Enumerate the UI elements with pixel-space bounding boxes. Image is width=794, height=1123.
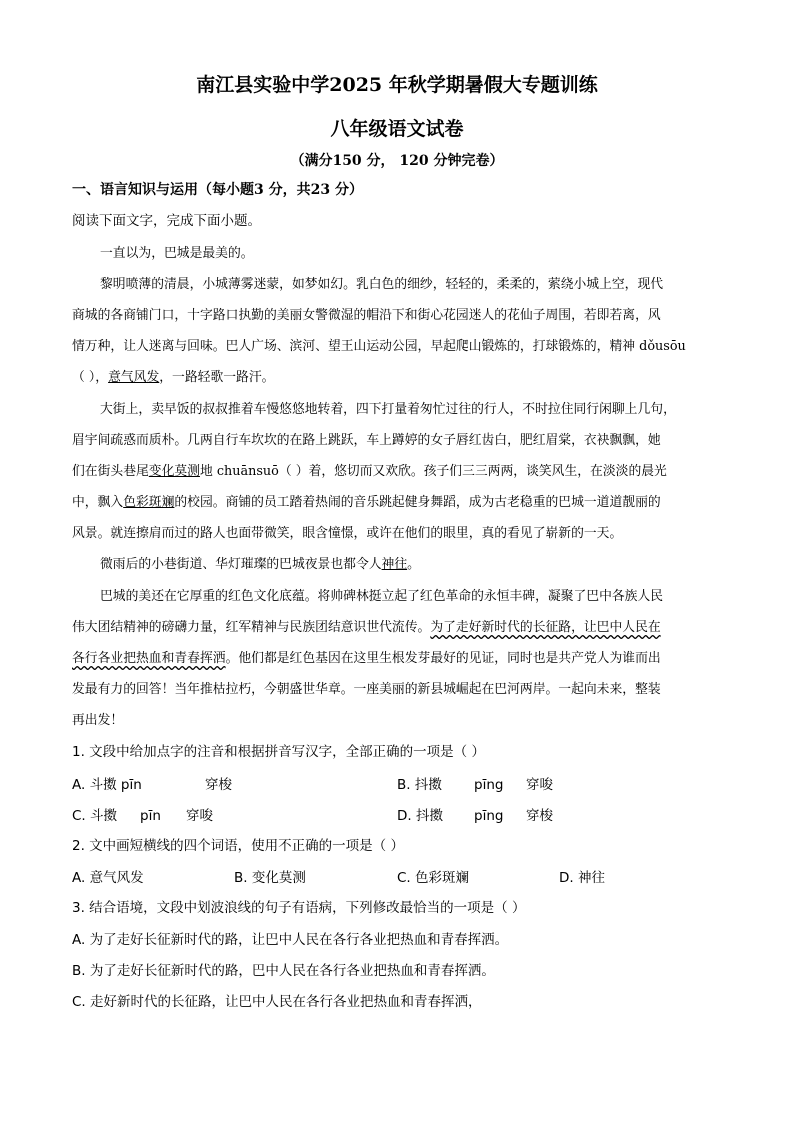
q1-option-d[interactable]: D. 抖擞	[397, 808, 443, 824]
exam-title: 南江县实验中学2025 年秋学期暑假大专题训练	[196, 74, 598, 96]
underlined-word: 意气风发	[108, 370, 160, 385]
passage-line: 黎明喷薄的清晨，小城薄雾迷蒙，如梦如幻。乳白色的细纱，轻轻的，柔柔的，萦绕小城上空，现代	[100, 277, 664, 292]
q1-option-c-pinyin: pīn	[140, 808, 161, 824]
passage-text: 地 chuānsuō（ ）着，悠切而又欢欣。孩子们三三两两，谈笑风生，在淡淡的晨光	[199, 464, 667, 479]
q2-option-b[interactable]: B. 变化莫测	[234, 870, 306, 886]
q1-option-b-word: 穿唆	[526, 777, 553, 793]
passage-line: 风景。就连擦肩而过的路人也面带微笑，眼含憧憬，或许在他们的眼里，真的看见了崭新的一天。	[72, 526, 623, 541]
passage-line: 商城的各商铺门口，十字路口执勤的美丽女警微湿的帽沿下和街心花园迷人的花仙子周围，若即若离，风	[72, 308, 661, 323]
passage-text: 们在街头巷尾	[72, 464, 149, 479]
passage-text: 中，飘入	[72, 495, 124, 510]
passage-line	[72, 462, 667, 482]
passage-line	[72, 618, 661, 638]
passage-line	[72, 368, 274, 388]
q1-option-a[interactable]: A. 斗擞 pīn	[72, 777, 142, 793]
underlined-word: 神往	[381, 557, 408, 572]
underlined-word: 色彩斑斓	[123, 495, 175, 510]
passage-text: 微雨后的小巷街道、华灯璀璨的巴城夜景也都令人	[100, 557, 382, 572]
question-2-stem: 2. 文中画短横线的四个词语，使用不正确的一项是（ ）	[72, 838, 404, 854]
passage-line: 再出发！	[72, 713, 124, 728]
passage-line: 情万种，让人迷离与回味。巴人广场、滨河、望王山运动公园，早起爬山锻炼的，打球锻炼的，精神 dǒusōu	[72, 339, 686, 354]
passage-line: 眉宇间疏惑而质朴。几两自行车坎坎的在路上跳跃，车上蹲婷的女子唇红齿白，肥红眉棠，衣袂飘飘，她	[72, 433, 661, 448]
q1-option-b[interactable]: B. 抖擞	[397, 777, 442, 793]
score-note: （满分150 分， 120 分钟完卷）	[290, 153, 504, 169]
passage-line: 发最有力的回答！当年推枯拉朽，今朝盛世华章。一座美丽的新县城崛起在巴河两岸。一起向未来，整装	[72, 682, 661, 697]
passage-line	[72, 649, 661, 669]
q1-option-c-word: 穿唆	[186, 808, 213, 824]
passage-text: 伟大团结精神的磅礴力量，红军精神与民族团结意识世代流传。	[72, 620, 431, 635]
q3-option-b[interactable]: B. 为了走好长征新时代的路，巴中人民在各行各业把热血和青春挥洒。	[72, 963, 495, 979]
passage-line: 巴城的美还在它厚重的红色文化底蕴。将帅碑林挺立起了红色革命的永恒丰碑，凝聚了巴中各族人民	[100, 589, 664, 604]
question-1-stem: 1. 文段中给加点字的注音和根据拼音写汉字，全部正确的一项是（ ）	[72, 744, 485, 760]
wavy-underlined-sentence: 为了走好新时代的长征路，让巴中人民在	[430, 620, 661, 635]
exam-subtitle: 八年级语文试卷	[330, 118, 464, 140]
q2-option-c[interactable]: C. 色彩斑斓	[397, 870, 470, 886]
question-3-stem: 3. 结合语境，文段中划波浪线的句子有语病，下列修改最恰当的一项是（ ）	[72, 900, 526, 916]
passage-line: 大街上，卖早饭的叔叔推着车慢悠悠地转着，四下打量着匆忙过往的行人，不时拉住同行闲聊上几句，	[100, 402, 676, 417]
q2-option-d[interactable]: D. 神往	[559, 870, 605, 886]
section-heading: 一、语言知识与运用（每小题3 分，共23 分）	[72, 182, 363, 198]
answer-blank: （ ），	[72, 370, 109, 385]
passage-text: ，一路轻歌一路汗。	[159, 370, 275, 385]
passage-line	[72, 493, 661, 513]
q3-option-c[interactable]: C. 走好新时代的长征路，让巴中人民在各行各业把热血和青春挥洒，	[72, 994, 482, 1010]
passage-line	[100, 555, 420, 575]
q2-option-a[interactable]: A. 意气风发	[72, 870, 144, 886]
wavy-underlined-sentence: 各行各业把热血和青春挥洒	[72, 651, 226, 666]
q1-option-d-word: 穿梭	[526, 808, 553, 824]
passage-paragraph-1: 一直以为，巴城是最美的。	[100, 246, 254, 261]
passage-text: 的校园。商铺的员工踏着热闹的音乐跳起健身舞蹈，成为古老稳重的巴城一道道靓丽的	[174, 495, 661, 510]
q1-option-b-pinyin: pīng	[474, 777, 504, 793]
underlined-word: 变化莫测	[148, 464, 200, 479]
q1-option-d-pinyin: pīng	[474, 808, 504, 824]
q1-option-a-word: 穿梭	[205, 777, 232, 793]
passage-text: 。他们都是红色基因在这里生根发芽最好的见证，同时也是共产党人为谁而出	[225, 651, 661, 666]
passage-text: 。	[407, 557, 420, 572]
section-intro: 阅读下面文字，完成下面小题。	[72, 213, 261, 229]
q1-option-c[interactable]: C. 斗擞	[72, 808, 118, 824]
q3-option-a[interactable]: A. 为了走好长征新时代的路，让巴中人民在各行各业把热血和青春挥洒。	[72, 932, 509, 948]
